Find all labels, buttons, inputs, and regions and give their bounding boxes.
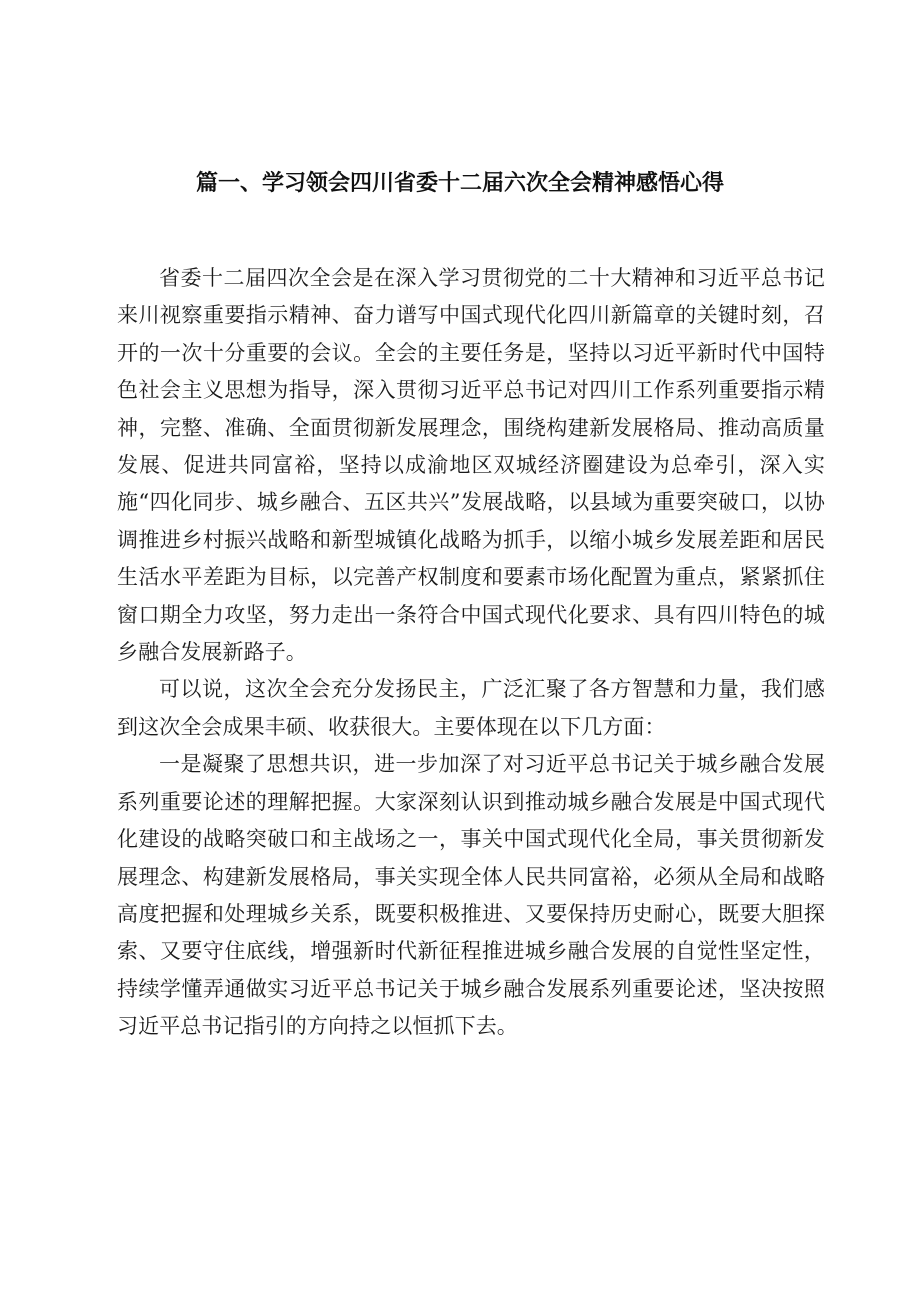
paragraph-1: 省委十二届四次全会是在深入学习贯彻党的二十大精神和习近平总书记来川视察重要指示精神、奋力谱写中国式现代化四川新篇章的关键时刻，召开的一次十分重要的会议。全会的主要任务是，坚持以习近平新时代中国特色社会主义思想为指导，深入贯彻习近平总书记对四川工作系列重要指示精神，完整、准确、全面贯彻新发展理念，围绕构建新发展格局、推动高质量发展、促进共同富裕，坚持以成渝地区双城经济圈建设为总牵引，深入实施“四化同步、城乡融合、五区共兴”发展战略，以县域为重要突破口，以协调推进乡村振兴战略和新型城镇化战略为抓手，以缩小城乡发展差距和居民生活水平差距为目标，以完善产权制度和要素市场化配置为重点，紧紧抓住窗口期全力攻坚，努力走出一条符合中国式现代化要求、具有四川特色的城乡融合发展新路子。	[117, 266, 825, 665]
paragraph-2: 可以说，这次全会充分发扬民主，广泛汇聚了各方智慧和力量，我们感到这次全会成果丰硕、收获很大。主要体现在以下几方面：	[117, 677, 825, 739]
document-body	[117, 260, 825, 1046]
document-title: 篇一、学习领会四川省委十二届六次全会精神感悟心得	[195, 171, 724, 196]
paragraph-3: 一是凝聚了思想共识，进一步加深了对习近平总书记关于城乡融合发展系列重要论述的理解把握。大家深刻认识到推动城乡融合发展是中国式现代化建设的战略突破口和主战场之一，事关中国式现代化全局，事关贯彻新发展理念、构建新发展格局，事关实现全体人民共同富裕，必须从全局和战略高度把握和处理城乡关系，既要积极推进、又要保持历史耐心，既要大胆探索、又要守住底线，增强新时代新征程推进城乡融合发展的自觉性坚定性，持续学懂弄通做实习近平总书记关于城乡融合发展系列重要论述，坚决按照习近平总书记指引的方向持之以恒抓下去。	[117, 752, 825, 1039]
